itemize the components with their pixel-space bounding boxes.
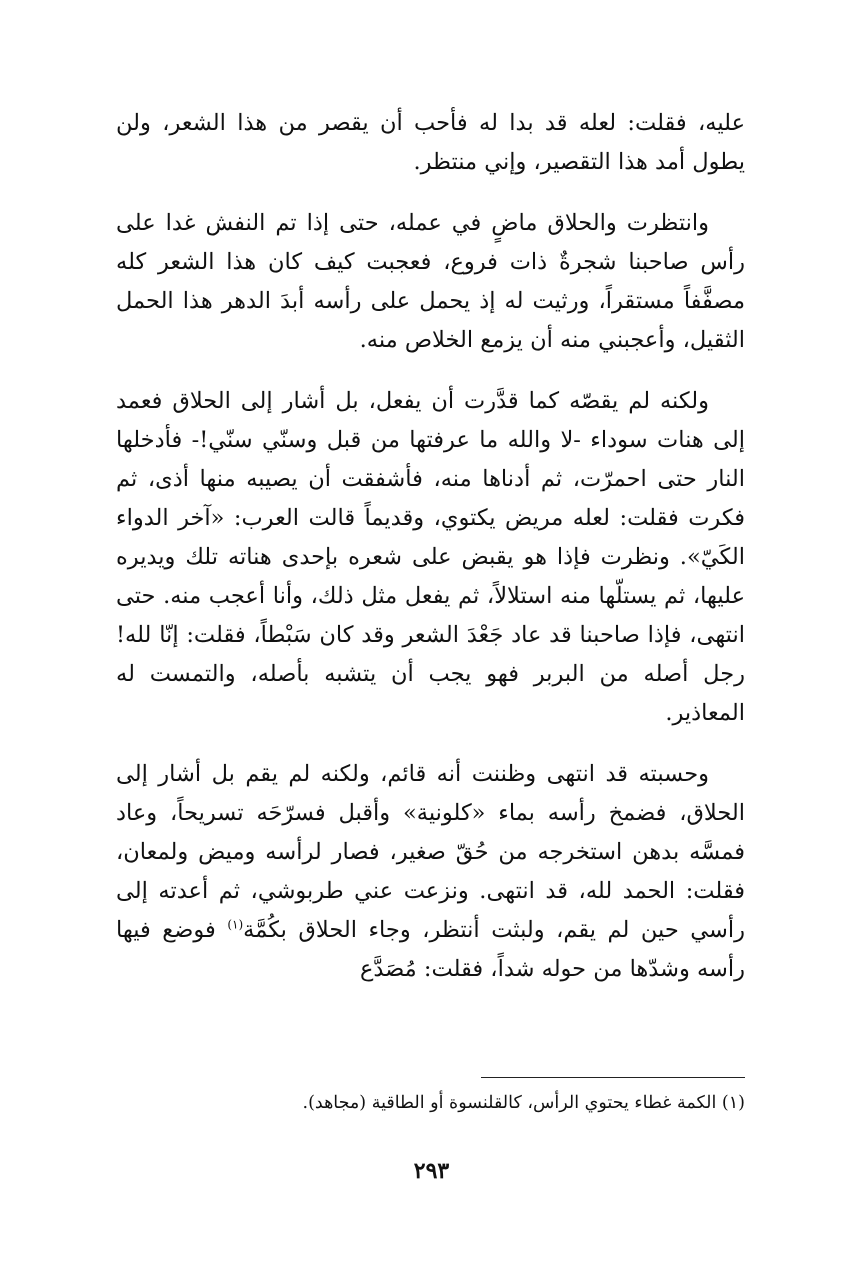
footnote-divider xyxy=(481,1077,745,1078)
page-number: ٢٩٣ xyxy=(413,1158,450,1184)
paragraph-1: عليه، فقلت: لعله قد بدا له فأحب أن يقصر من هذا الشعر، ولن يطول أمد هذا التقصير، وإني منتظر. xyxy=(116,110,745,175)
paragraph-2: وانتظرت والحلاق ماضٍ في عمله، حتى إذا تم النفش غدا على رأس صاحبنا شجرةٌ ذات فروع، فعجبت كيف كان هذا الشعر كله مصفَّفاً مستقراً، ورثيت له إذ يحمل على رأسه أبدَ الدهر هذا الحمل الثقيل، وأعجبني منه أن يزمع الخلاص منه. xyxy=(116,210,745,353)
paragraph-4 xyxy=(116,755,745,989)
paragraph-3: ولكنه لم يقصّه كما قدَّرت أن يفعل، بل أشار إلى الحلاق فعمد إلى هنات سوداء -لا والله ما عرفتها من قبل وسنّي سنّي!- فأدخلها النار حتى احمرّت، ثم أدناها منه، فأشفقت أن يصيبه منها أذى، ثم فكرت فقلت: لعله مريض يكتوي، وقديماً قالت العرب: «آخر الدواء الكَيّ». ونظرت فإذا هو يقبض على شعره بإحدى هناته تلك ويديره عليها، ثم يستلّها منه استلالاً، ثم يفعل مثل ذلك، وأنا أعجب منه. حتى انتهى، فإذا صاحبنا قد عاد جَعْدَ الشعر وقد كان سَبْطاً، فقلت: إنّا لله! رجل أصله من البربر فهو يجب أن يتشبه بأصله، والتمست له المعاذير. xyxy=(116,388,745,726)
paragraph-4-text: وحسبته قد انتهى وظننت أنه قائم، ولكنه لم يقم بل أشار إلى الحلاق، فضمخ رأسه بماء «كلونية» وأقبل فسرّحَه تسريحاً، وعاد فمسَّه بدهن استخرجه من حُقّ صغير، فصار لرأسه وميض ولمعان، فقلت: الحمد لله، قد انتهى. ونزعت عني طربوشي، ثم أعدته إلى رأسي حين لم يقم، ولبثت أنتظر، وجاء الحلاق بكُمَّة xyxy=(116,761,745,943)
footnote-reference: (١) xyxy=(227,917,244,932)
footnote: (١) الكمة غطاء يحتوي الرأس، كالقلنسوة أو الطاقية (مجاهد). xyxy=(302,1093,745,1113)
main-text xyxy=(116,104,745,1011)
paragraph-4-text-end: فوضع فيها رأسه وشدّها من حوله شداً، فقلت: مُصَدَّع xyxy=(116,917,745,982)
